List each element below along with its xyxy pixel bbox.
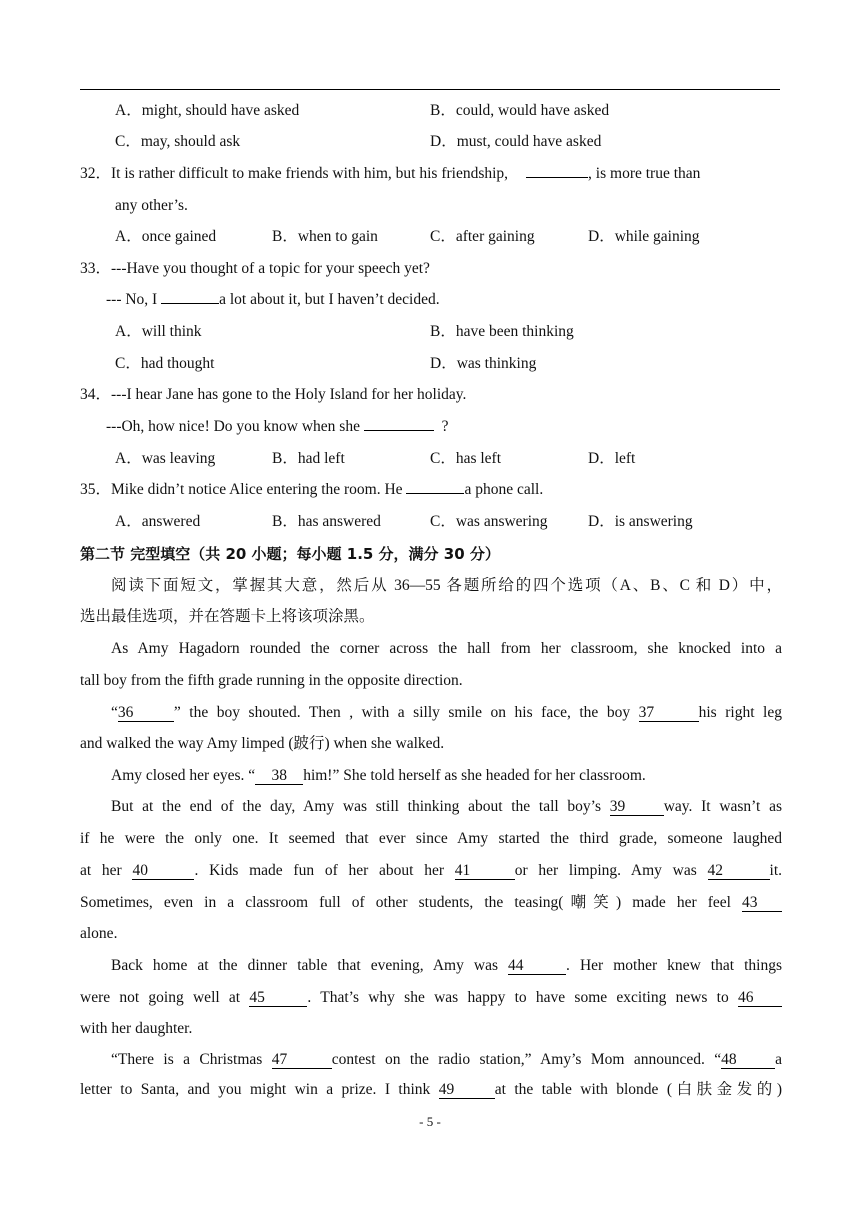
q32-option-d: D．while gaining xyxy=(588,228,700,245)
text-fragment: him!” She told herself as she headed for her classroom. xyxy=(303,767,646,784)
q34-line2-end: ? xyxy=(441,418,449,435)
blank-46: 46 xyxy=(738,990,782,1007)
text-fragment: at her xyxy=(80,862,122,879)
passage-p4-line5: alone. xyxy=(80,925,118,942)
passage-p5-line1 xyxy=(111,956,782,976)
q33-line2 xyxy=(106,290,440,310)
q32-option-c: C．after gaining xyxy=(430,228,535,245)
blank-41: 41 xyxy=(455,863,515,880)
text-fragment: letter to Santa, and you might win a prize. I think xyxy=(80,1081,431,1098)
q34-option-b: B．had left xyxy=(272,450,345,467)
answer-blank xyxy=(161,303,219,304)
blank-44: 44 xyxy=(508,958,566,975)
passage-p1-line1: As Amy Hagadorn rounded the corner across the hall from her classroom, she knocked into a xyxy=(111,640,782,657)
text-fragment: . Kids made fun of her about her xyxy=(194,862,444,879)
text-fragment: . That’s why she was happy to have some exciting news to xyxy=(307,989,729,1006)
q32-stem-start: 32．It is rather difficult to make friends with him, but his friendship, xyxy=(80,165,509,182)
q34-stem: 34．---I hear Jane has gone to the Holy Island for her holiday. xyxy=(80,386,467,403)
q35-option-a: A．answered xyxy=(115,513,201,530)
q35-stem-start: 35．Mike didn’t notice Alice entering the room. He xyxy=(80,481,403,498)
q31-option-d: D．must, could have asked xyxy=(430,133,602,150)
blank-48: 48 xyxy=(721,1052,775,1069)
q32-option-a: A．once gained xyxy=(115,228,217,245)
blank-49: 49 xyxy=(439,1082,495,1099)
blank-39: 39 xyxy=(610,799,664,816)
blank-43: 43 xyxy=(742,895,782,912)
passage-p6-line1 xyxy=(111,1050,782,1070)
passage-p4-line4 xyxy=(80,893,782,913)
text-fragment: But at the end of the day, Amy was still thinking about the tall boy’s xyxy=(111,798,601,815)
text-fragment: it. xyxy=(769,862,783,879)
text-fragment: contest on the radio station,” Amy’s Mom announced. “ xyxy=(331,1051,722,1068)
text-fragment: ” the boy shouted. Then , with a silly smile on his face, the boy xyxy=(173,704,631,721)
passage-p5-line3: with her daughter. xyxy=(80,1020,193,1037)
blank-47: 47 xyxy=(272,1052,332,1069)
q33-line2-start: --- No, I xyxy=(106,291,158,308)
text-fragment: way. It wasn’t as xyxy=(663,798,782,815)
q33-option-b: B．have been thinking xyxy=(430,323,574,340)
text-fragment: “There is a Christmas xyxy=(111,1051,263,1068)
q31-option-a: A．might, should have asked xyxy=(115,102,300,119)
q34-line2-start: ---Oh, how nice! Do you know when she xyxy=(106,418,360,435)
text-fragment: a xyxy=(775,1051,782,1068)
text-fragment: Back home at the dinner table that evening, Amy was xyxy=(111,957,498,974)
text-fragment: were not going well at xyxy=(80,989,241,1006)
q32-stem-cont: any other’s. xyxy=(115,197,188,214)
text-fragment: Sometimes, even in a classroom full of other students, the teasing(嘲笑) made her feel xyxy=(80,894,731,911)
answer-blank xyxy=(364,430,434,431)
section-instruction-line2: 选出最佳选项，并在答题卡上将该项涂黑。 xyxy=(80,608,375,625)
q35-stem-end: a phone call. xyxy=(464,481,544,498)
q35-option-c: C．was answering xyxy=(430,513,548,530)
passage-p4-line2: if he were the only one. It seemed that ever since Amy started the third grade, someone laughed xyxy=(80,830,782,847)
blank-40: 40 xyxy=(132,863,194,880)
page-number: - 5 - xyxy=(419,1114,441,1129)
q35-stem xyxy=(80,480,543,500)
blank-45: 45 xyxy=(249,990,307,1007)
q35-option-b: B．has answered xyxy=(272,513,381,530)
passage-p6-line2 xyxy=(80,1080,782,1100)
blank-42: 42 xyxy=(708,863,770,880)
blank-36: 36 xyxy=(118,705,174,722)
answer-blank xyxy=(526,177,588,178)
q32-stem xyxy=(80,164,700,184)
passage-p2-line2: and walked the way Amy limped (跛行) when she walked. xyxy=(80,735,445,752)
q33-option-d: D．was thinking xyxy=(430,355,537,372)
passage-p2-line1 xyxy=(111,703,782,723)
q33-option-a: A．will think xyxy=(115,323,202,340)
q31-option-c: C．may, should ask xyxy=(115,133,241,150)
q33-line2-end: a lot about it, but I haven’t decided. xyxy=(219,291,440,308)
passage-p3 xyxy=(111,766,646,786)
text-fragment: at the table with blonde (白肤金发的) xyxy=(494,1081,783,1098)
q34-option-d: D．left xyxy=(588,450,636,467)
blank-37: 37 xyxy=(639,705,699,722)
text-fragment: his right leg xyxy=(698,704,782,721)
section-title: 第二节 完型填空（共 20 小题；每小题 1.5 分，满分 30 分） xyxy=(80,545,500,563)
q34-line2 xyxy=(106,417,449,437)
q31-option-b: B．could, would have asked xyxy=(430,102,610,119)
q34-option-c: C．has left xyxy=(430,450,502,467)
passage-p1-line2: tall boy from the fifth grade running in the opposite direction. xyxy=(80,672,463,689)
passage-p4-line1 xyxy=(111,797,782,817)
text-fragment: or her limping. Amy was xyxy=(514,862,697,879)
q32-option-b: B．when to gain xyxy=(272,228,378,245)
q35-option-d: D．is answering xyxy=(588,513,693,530)
section-instruction-line1: 阅读下面短文，掌握其大意，然后从 36—55 各题所给的四个选项（A、B、C 和 D）中， xyxy=(111,577,782,594)
answer-blank xyxy=(406,493,464,494)
q33-option-c: C．had thought xyxy=(115,355,215,372)
q32-stem-end: , is more true than xyxy=(588,165,701,182)
blank-38: 38 xyxy=(255,768,303,785)
text-fragment: . Her mother knew that things xyxy=(566,957,782,974)
passage-p5-line2 xyxy=(80,988,782,1008)
q34-option-a: A．was leaving xyxy=(115,450,216,467)
quote-mark: “ xyxy=(111,704,118,721)
q33-stem: 33．---Have you thought of a topic for your speech yet? xyxy=(80,260,430,277)
header-rule xyxy=(80,89,780,90)
text-fragment: Amy closed her eyes. “ xyxy=(111,767,256,784)
passage-p4-line3 xyxy=(80,861,782,881)
